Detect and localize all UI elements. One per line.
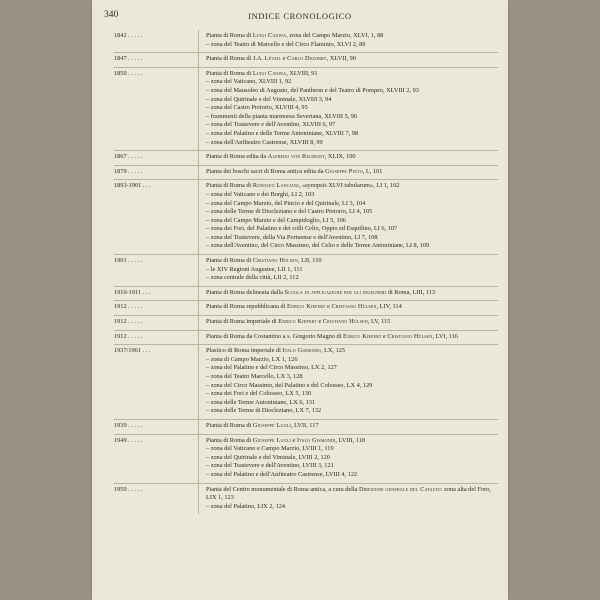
entry-year: 1912 . . . . .: [114, 332, 143, 340]
author-name: Giuseppe Lugli: [252, 421, 291, 429]
entry-body: [198, 437, 498, 480]
entry-subitem: – zona del Palatino e delle Terme Antoniniane, XLVIII 7, 98: [206, 129, 359, 137]
entry-text-segment: Pianta di Roma di: [206, 257, 253, 265]
index-entry: [114, 420, 498, 435]
column-divider: [198, 68, 199, 150]
entry-subitem: – zona dei Fori e del Colosseo, LX 5, 130: [206, 390, 312, 398]
author-name: Italo Gismondi: [282, 347, 321, 355]
entry-text-segment: , LIV, 114: [376, 303, 402, 311]
index-entry: [114, 151, 498, 166]
entry-subitem: – zona del Vaticano, XLVIII 1, 92: [206, 78, 292, 86]
entry-main-text: [206, 318, 498, 327]
entry-subitem: – le XIV Regioni Augustee, LII 1, 111: [206, 265, 303, 273]
entry-subitem: – zona dell'Aventino, del Circo Massimo, del Celio e delle Terme Antoniniane, LI 8, 109: [206, 242, 430, 250]
entry-text-segment: , LVI, 116: [432, 332, 458, 340]
entry-subitem: – zona di Campo Marzio, LX 1, 126: [206, 355, 298, 363]
chronological-index: [114, 30, 498, 514]
author-name: Scuola di applicazione per gli ingegneri: [284, 288, 387, 296]
column-divider: [198, 166, 199, 180]
index-entry: [114, 30, 498, 53]
column-divider: [198, 30, 199, 52]
index-entry: [114, 345, 498, 420]
entry-text-segment: , LV, 115: [367, 318, 391, 326]
entry-subitem: – zona del Mausoleo di Augusto, del Pantheon e del Teatro di Pompeo, XLVIII 2, 93: [206, 86, 419, 94]
entry-year: 1959 . . . . .: [114, 485, 143, 493]
entry-text-segment: di Roma, LIII, 113: [386, 288, 436, 296]
column-divider: [198, 180, 199, 254]
entry-subitem: – zona del Campo Marzio e del Campidoglio, LI 5, 106: [206, 216, 346, 224]
entry-text-segment: e: [281, 55, 288, 63]
entry-body: [198, 347, 498, 416]
entry-body: [198, 182, 498, 251]
author-name: Carlo Dezobry: [287, 55, 327, 63]
column-divider: [198, 316, 199, 330]
entry-subitem: – zona del Trastevere e dell'Aventino, XLVIII 6, 97: [206, 121, 336, 129]
entry-body: [198, 168, 498, 177]
author-name: Direzione generale del Catasto: [359, 485, 441, 493]
index-entry: [114, 68, 498, 151]
entry-text-segment: , XLIX, 100: [324, 153, 356, 161]
entry-subitem: – zona del Palatino e dell'Anfiteatro Castrense, LVIII 4, 122: [206, 470, 358, 478]
entry-subitem: – zona del Palatino, LIX 2, 124: [206, 502, 286, 510]
entry-body: [198, 257, 498, 283]
entry-subitem: – zona del Palatino e del Circo Massimo, LX 2, 127: [206, 364, 337, 372]
entry-text-segment: e: [316, 318, 323, 326]
index-entry: [114, 53, 498, 68]
entry-subitem: – zona del Vaticano e dei Borghi, LI 2, 103: [206, 190, 315, 198]
entry-text-segment: Plastico di Roma imperiale di: [206, 347, 283, 355]
entry-main-text: [206, 168, 498, 177]
author-name: Cristiano Hülsen: [252, 257, 298, 265]
entry-subitem: – zona del Trastevere e dell'Aventino, LVIII 3, 121: [206, 462, 334, 470]
entry-text-segment: , LX, 125: [320, 347, 346, 355]
author-name: Enrico Kiepert: [342, 332, 382, 340]
entry-subitem: – zona del Campo Marzio, del Pincio e del Quirinale, LI 3, 104: [206, 199, 366, 207]
entry-text-segment: Pianta di Roma di: [206, 421, 253, 429]
entry-text-segment: , LVIII, 118: [335, 436, 366, 444]
entry-text-segment: Pianta di Roma repubblicana di: [206, 303, 287, 311]
index-entry: [114, 484, 498, 515]
entry-year: 1893-1901 . . .: [114, 182, 151, 190]
entry-main-text: [206, 70, 498, 79]
author-name: Cristiano Hülsen: [331, 303, 377, 311]
column-divider: [198, 301, 199, 315]
column-divider: [198, 345, 199, 419]
entry-text-segment: Pianta di Roma da Costantino a s. Gregorio Magno di: [206, 332, 343, 340]
author-name: Léveil: [264, 55, 282, 63]
entry-body: [198, 486, 498, 512]
entry-main-text: [206, 347, 498, 356]
entry-year: 1937/1961 . . .: [114, 347, 151, 355]
column-divider: [198, 255, 199, 286]
index-entry: [114, 316, 498, 331]
column-divider: [198, 151, 199, 165]
entry-main-text: [206, 422, 498, 431]
entry-main-text: [206, 333, 498, 342]
index-entry: [114, 287, 498, 302]
entry-body: [198, 55, 498, 64]
entry-main-text: [206, 55, 498, 64]
entry-year: 1901 . . . . .: [114, 257, 143, 265]
entry-subitem: – zona delle Terme di Diocleziano, LX 7, 132: [206, 407, 322, 415]
entry-subitem: – zona del Teatro di Marcello e del Circo Flaminio, XLVI 2, 89: [206, 40, 366, 48]
entry-text-segment: Pianta del Centro monumentale di Roma antica, a cura della: [206, 485, 359, 493]
column-divider: [198, 331, 199, 345]
column-divider: [198, 435, 199, 483]
page-header: [104, 10, 496, 24]
entry-subitem: – zona delle Terme Antoniniane, LX 6, 131: [206, 398, 316, 406]
entry-subitem: – zona del Teatro Marcello, LX 3, 128: [206, 373, 303, 380]
entry-body: [198, 289, 498, 298]
entry-subitem: – zona del Quirinale e del Viminale, XLVIII 3, 94: [206, 95, 332, 103]
entry-year: 1912 . . . . .: [114, 318, 143, 326]
entry-year: 1912 . . . . .: [114, 303, 143, 311]
entry-text-segment: : zona alta del Foro, LIX 1, 123: [206, 485, 491, 502]
column-divider: [198, 484, 199, 515]
entry-main-text: [206, 182, 498, 191]
entry-text-segment: Pianta di Roma di: [206, 69, 253, 77]
entry-main-text: [206, 32, 498, 41]
author-name: Rodolfo Lanciani: [252, 182, 299, 190]
entry-subitem: – zona del Trastevere, della Via Portuense e dell'Aventino, LI 7, 108: [206, 233, 378, 241]
entry-body: [198, 318, 498, 327]
document-page: [92, 0, 508, 600]
entry-text-segment: , XLVII, 90: [326, 55, 356, 63]
entry-subitem: – zona del Vaticano e Campo Marzio, LVIII 1, 119: [206, 445, 334, 453]
entry-subitem: – zona dei Fori, del Palatino e dei colli Celio, Oppio ed Esquilino, LI 6, 107: [206, 225, 398, 233]
entry-main-text: [206, 257, 498, 266]
entry-text-segment: , zona del Campo Marzio, XLVI, 1, 88: [286, 32, 384, 39]
author-name: Alfredo von Reumont: [267, 153, 325, 161]
entry-text-segment: e: [290, 436, 297, 444]
column-divider: [198, 287, 199, 301]
entry-year: 1850 . . . . .: [114, 69, 143, 77]
index-entry: [114, 331, 498, 346]
entry-text-segment: Pianta dei boschi sacri di Roma antica edita da: [206, 167, 326, 175]
entry-year: 1842 . . . . .: [114, 32, 143, 39]
entry-text-segment: e: [325, 303, 332, 311]
entry-text-segment: Pianta di Roma di J.A.: [206, 55, 265, 63]
entry-subitem: – zona del Circo Massimo, del Palatino e del Colosseo, LX 4, 129: [206, 381, 373, 389]
author-name: Giuseppe Pinto: [325, 167, 363, 175]
author-name: Luigi Canina: [252, 69, 287, 77]
entry-subitem: – zona del Quirinale e del Viminale, LVIII 2, 120: [206, 453, 330, 461]
entry-year: 1939 . . . . .: [114, 421, 143, 429]
entry-subitem: – zona centrale della città, LII 2, 112: [206, 274, 299, 282]
entry-text-segment: Pianta di Roma imperiale di: [206, 318, 279, 326]
entry-main-text: [206, 289, 498, 298]
entry-subitem: – zona delle Terme di Diocleziano e del Castro Pretorio, LI 4, 105: [206, 208, 373, 216]
entry-text-segment: , «synopsis XLVI tabularum», LI 1, 102: [298, 182, 400, 190]
running-head: INDICE CRONOLOGICO: [248, 11, 352, 21]
entry-year: 1949 . . . . .: [114, 436, 143, 444]
column-divider: [198, 53, 199, 67]
author-name: Giuseppe Lugli: [252, 436, 291, 444]
entry-body: [198, 422, 498, 431]
author-name: Enrico Kiepert: [286, 303, 326, 311]
entry-year: 1867 . . . . .: [114, 153, 143, 161]
entry-subitem: – zona dell'Anfiteatro Castrense, XLVIII 8, 99: [206, 138, 323, 146]
entry-text-segment: Pianta di Roma di: [206, 32, 253, 39]
entry-body: [198, 303, 498, 312]
author-name: Cristiano Hülsen: [322, 318, 368, 326]
entry-body: [198, 32, 498, 49]
entry-text-segment: Pianta di Roma delineata dalla: [206, 288, 285, 296]
entry-subitem: – zona del Castro Pretorio, XLVIII 4, 95: [206, 104, 308, 112]
entry-text-segment: , L, 101: [362, 167, 383, 175]
entry-main-text: [206, 153, 498, 162]
entry-text-segment: Pianta di Roma edita da: [206, 153, 268, 161]
index-entry: [114, 255, 498, 287]
entry-body: [198, 70, 498, 147]
author-name: Italo Gismondi: [296, 436, 336, 444]
entry-year: 1910-1911 . . .: [114, 288, 151, 296]
index-entry: [114, 180, 498, 255]
author-name: Cristiano Hülsen: [387, 332, 433, 340]
entry-body: [198, 153, 498, 162]
author-name: Enrico Kiepert: [278, 318, 317, 326]
entry-text-segment: , XLVIII, 91: [286, 69, 318, 77]
entry-body: [198, 333, 498, 342]
index-entry: [114, 301, 498, 316]
entry-year: 1847 . . . . .: [114, 55, 143, 63]
entry-main-text: [206, 437, 498, 446]
entry-year: 1879 . . . . .: [114, 167, 143, 175]
entry-subitem: – frammenti della pianta marmorea Severiana, XLVIII 5, 96: [206, 112, 358, 120]
index-entry: [114, 435, 498, 484]
index-entry: [114, 166, 498, 181]
entry-text-segment: Pianta di Roma di: [206, 182, 253, 190]
author-name: Luigi Canina: [252, 32, 287, 39]
entry-main-text: [206, 303, 498, 312]
entry-text-segment: e: [381, 332, 388, 340]
column-divider: [198, 420, 199, 434]
page-number: 340: [104, 10, 119, 20]
entry-text-segment: , LVII, 117: [290, 421, 319, 429]
entry-text-segment: , LII, 110: [297, 257, 322, 265]
entry-text-segment: Pianta di Roma di: [206, 436, 253, 444]
entry-main-text: [206, 486, 498, 503]
